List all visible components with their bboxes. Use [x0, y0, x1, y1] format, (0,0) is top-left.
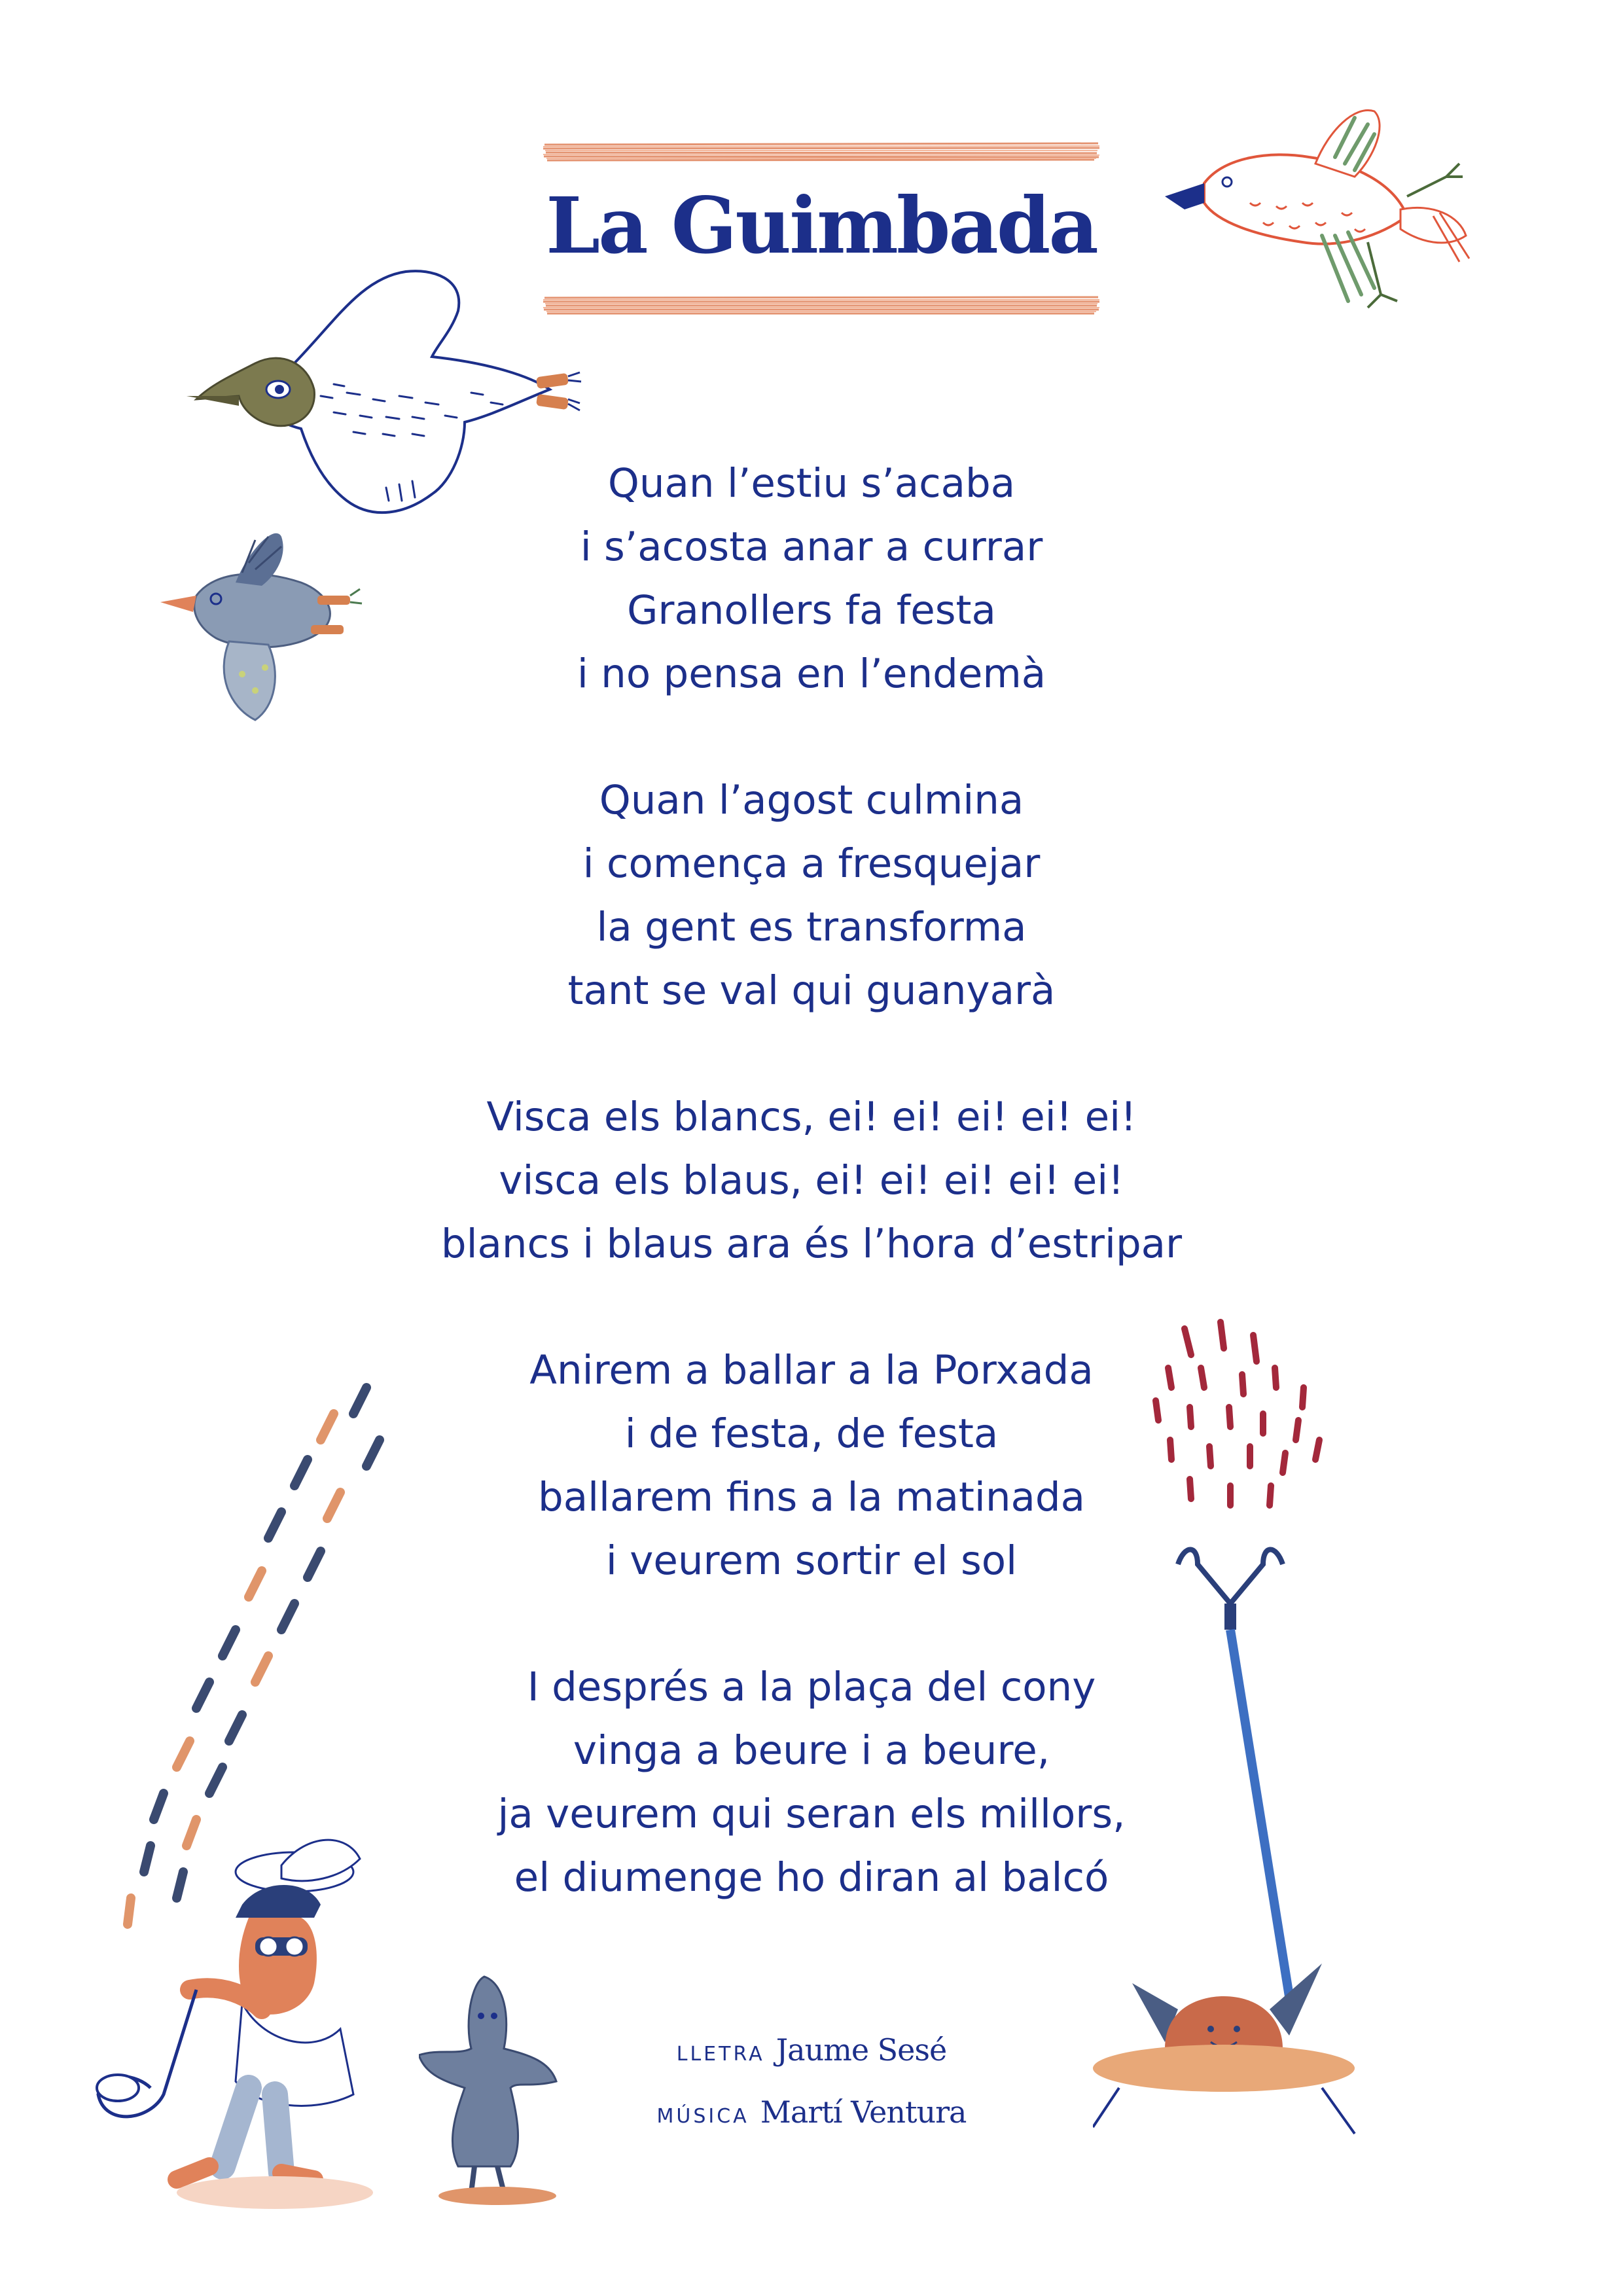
lyrics-credit: [589, 2022, 1034, 2085]
masked-bird-illustration: [124, 265, 602, 533]
lyric-line: Quan l’agost culmina: [599, 777, 1024, 823]
music-role-label: MÚSICA: [656, 2105, 749, 2128]
lyric-line: vinga a beure i a beure,: [573, 1727, 1050, 1774]
song-title: La Guimbada: [546, 180, 1097, 271]
lyric-line: el diumenge ho diran al balcó: [514, 1854, 1109, 1901]
lyric-line: blancs i blaus ara és l’hora d’estripar: [440, 1221, 1183, 1267]
composer-name: Martí Ventura: [760, 2094, 967, 2130]
title-block: [543, 141, 1099, 317]
stanza-2: [353, 768, 1270, 1022]
small-figure-illustration: [419, 1957, 563, 2206]
lyric-line: ballarem fins a la matinada: [537, 1474, 1085, 1520]
lyric-line: i veurem sortir el sol: [605, 1537, 1018, 1584]
lyrics-role-label: LLETRA: [676, 2043, 765, 2066]
lyric-line: tant se val qui guanyarà: [567, 967, 1056, 1014]
lyric-line: i no pensa en l’endemà: [577, 651, 1046, 697]
lyric-line: ja veurem qui seran els millors,: [497, 1791, 1126, 1837]
lyric-line: Granollers fa festa: [627, 587, 996, 634]
lyric-line: i de festa, de festa: [624, 1410, 999, 1457]
crayon-stripe-bottom: [543, 294, 1099, 316]
lyric-line: i s’acosta anar a currar: [580, 524, 1043, 570]
lyric-line: I després a la plaça del cony: [527, 1664, 1096, 1710]
stanza-3-chorus: [353, 1085, 1270, 1276]
lyric-line: i comença a fresquejar: [582, 840, 1041, 887]
lyricist-name: Jaume Sesé: [776, 2032, 947, 2068]
lyric-line: la gent es transforma: [596, 904, 1027, 950]
blue-bird-illustration: [151, 511, 373, 733]
music-credit: [589, 2085, 1034, 2147]
crayon-stripe-top: [543, 141, 1099, 163]
lyric-line: Visca els blancs, ei! ei! ei! ei! ei!: [486, 1094, 1137, 1140]
lyric-line: visca els blaus, ei! ei! ei! ei! ei!: [499, 1157, 1124, 1204]
devil-pitchfork-illustration: [1093, 1316, 1486, 2166]
lyric-line: Anirem a ballar a la Porxada: [529, 1347, 1094, 1393]
orange-bird-illustration: [1158, 105, 1525, 353]
credits: [589, 2022, 1034, 2147]
lyric-line: Quan l’estiu s’acaba: [607, 460, 1016, 507]
